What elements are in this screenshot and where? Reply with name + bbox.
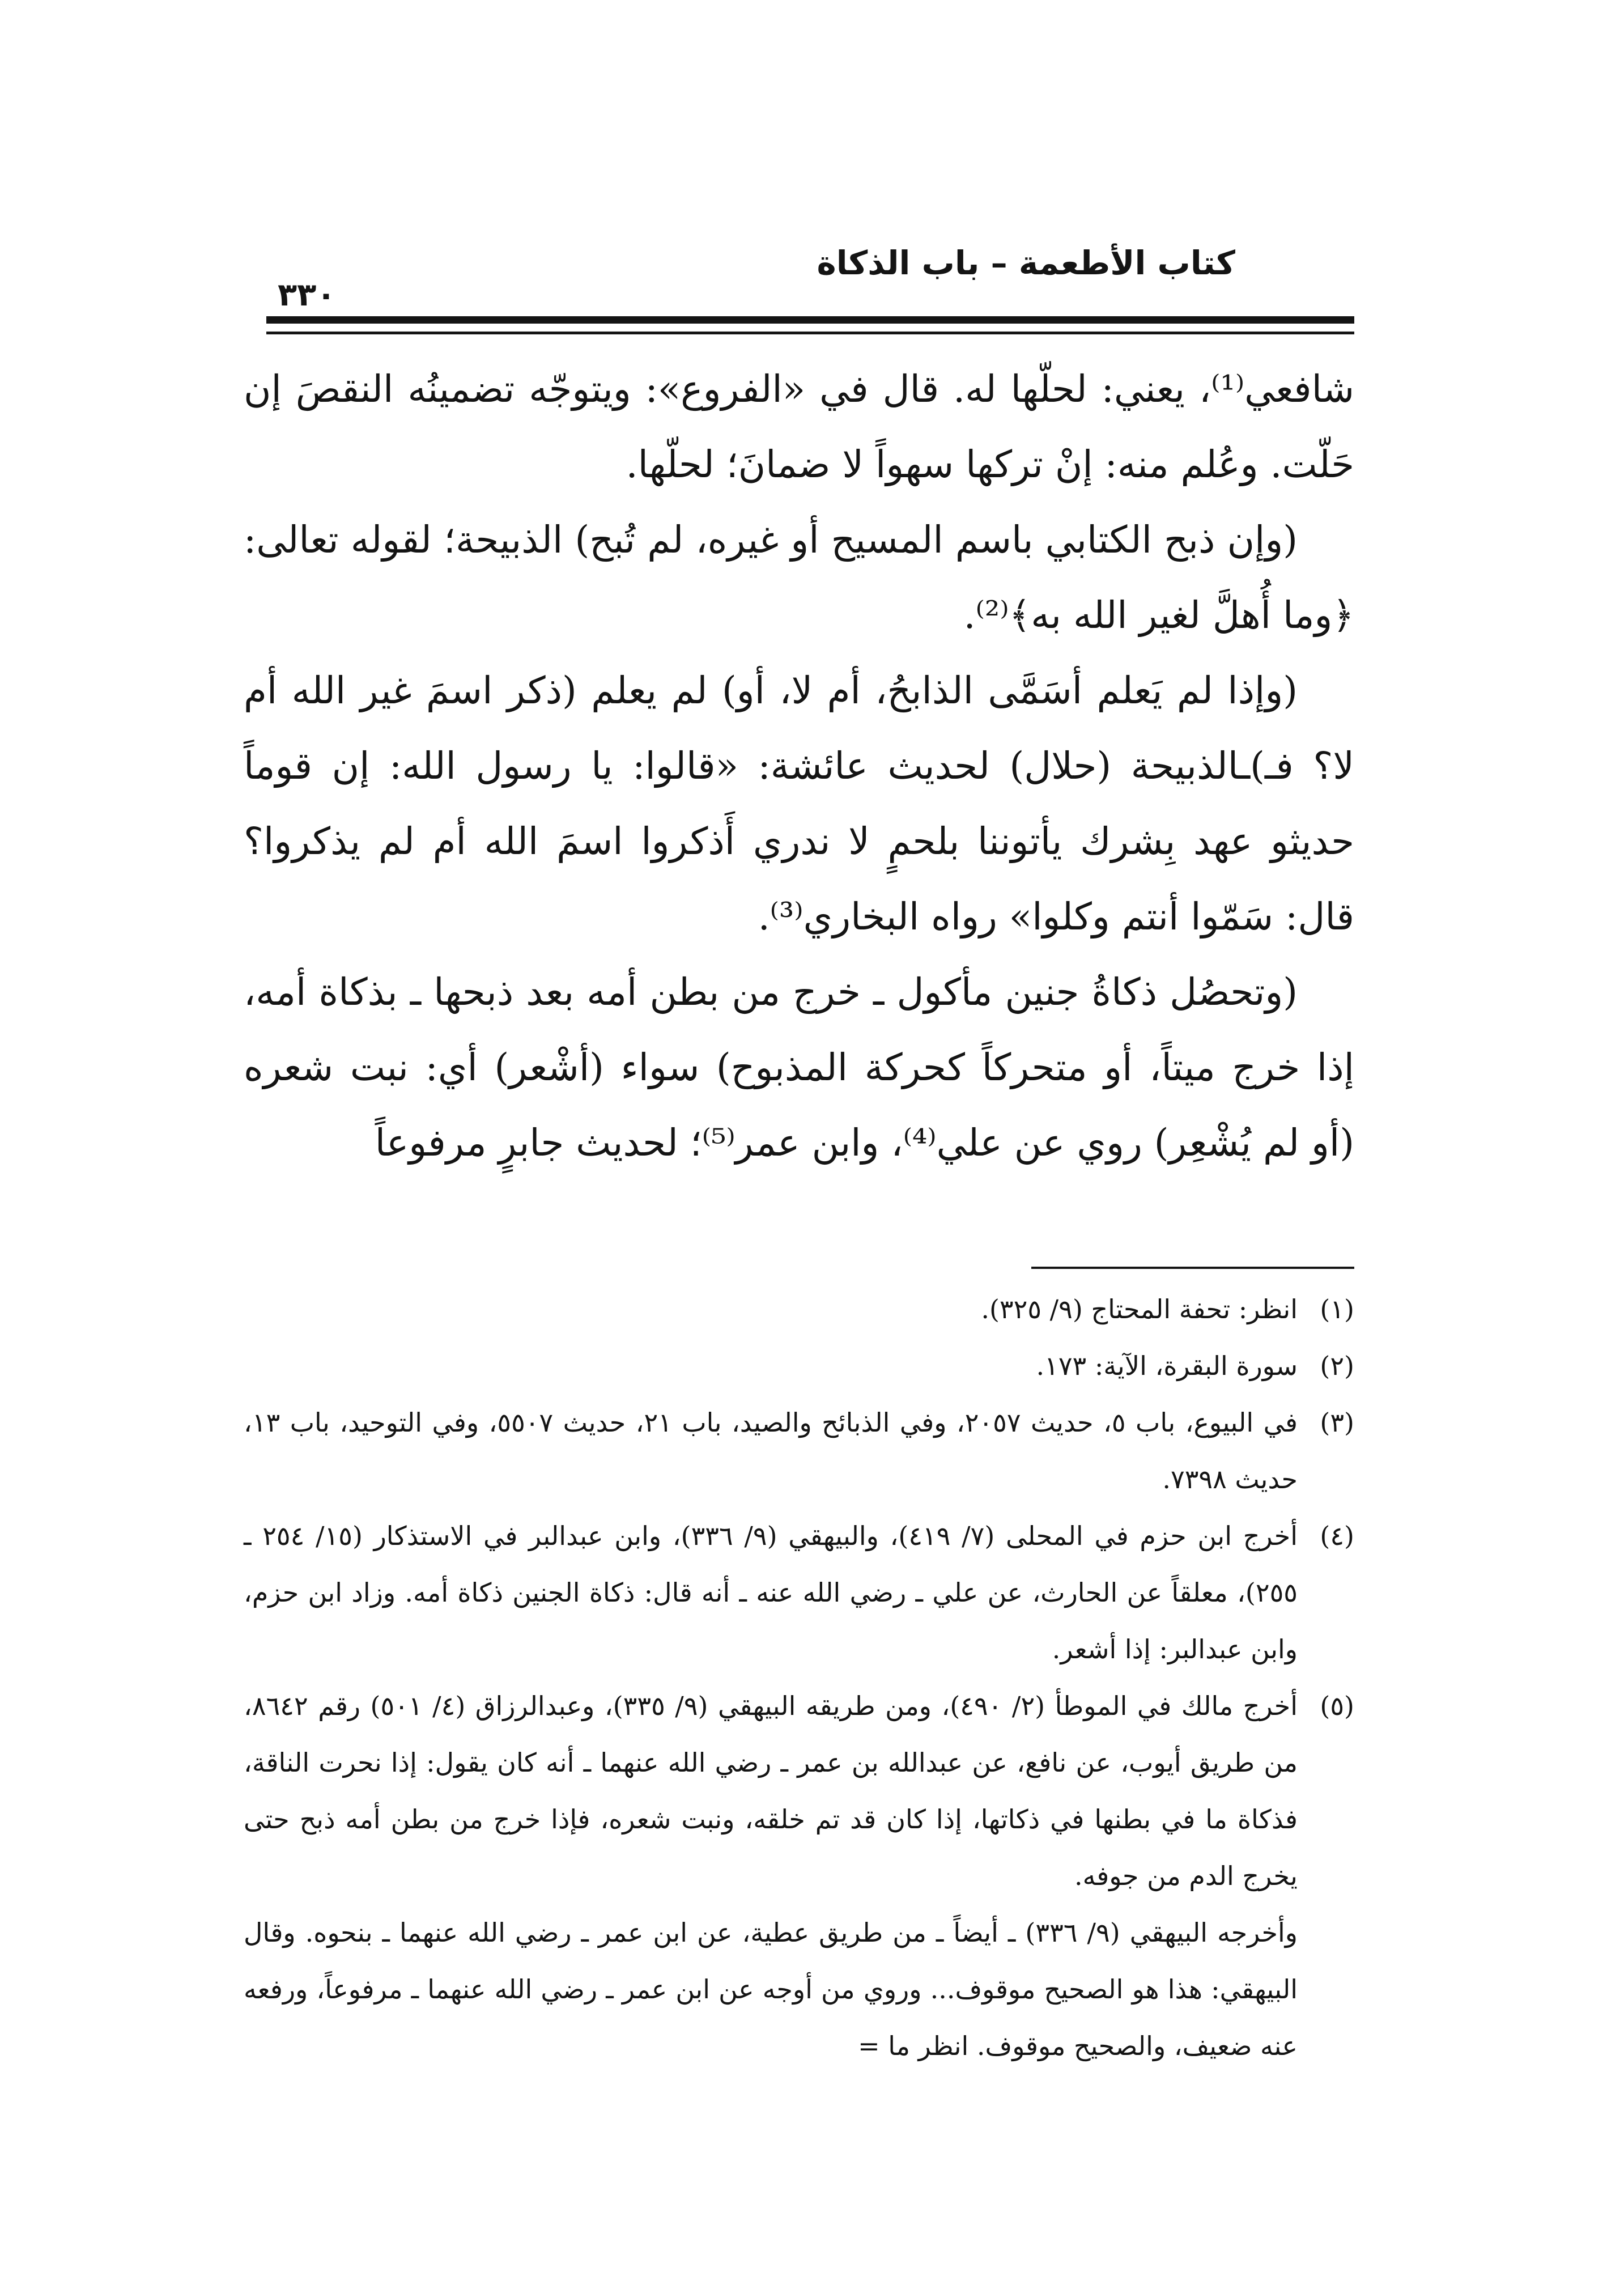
footnote-2 [244,1337,1354,1394]
footnote-text: سورة البقرة، الآية: ١٧٣. [1036,1351,1298,1381]
footnote-separator [1031,1267,1354,1269]
footnote-number: (٢) [1320,1351,1354,1381]
footnote-text: أخرج ابن حزم في المحلى (٧/ ٤١٩)، والبيهقي (٩/ ٣٣٦)، وابن عبدالبر في الاستذكار (١٥/ ٢٥٤ ـ ٢٥٥)، معلقاً عن الحارث، عن علي ـ رضي الله عنه ـ أنه قال: ذكاة الجنين ذكاة أمه. وزاد ابن حزم، وابن عبدالبر: إذا أشعر. [244,1521,1298,1664]
footnote-5 [244,1678,1354,2074]
footnote-text: في البيوع، باب ٥، حديث ٢٠٥٧، وفي الذبائح والصيد، باب ٢١، حديث ٥٥٠٧، وفي التوحيد، باب ١٣، حديث ٧٣٩٨. [244,1407,1298,1494]
paragraph-1: شافعي⁽¹⁾، يعني: لحلّها له. قال في «الفروع»: ويتوجّه تضمينُه النقصَ إن حَلّت. وعُلم منه: إنْ تركها سهواً لا ضمانَ؛ لحلّها. [244,367,1354,486]
header-rule-thick [266,316,1354,324]
footnote-3 [244,1394,1354,1508]
footnote-number: (٥) [1320,1691,1354,1721]
footnote-text: أخرج مالك في الموطأ (٢/ ٤٩٠)، ومن طريقه البيهقي (٩/ ٣٣٥)، وعبدالرزاق (٤/ ٥٠١) رقم ٨٦٤٢، من طريق أيوب، عن نافع، عن عبدالله بن عمر ـ رضي الله عنهما ـ أنه كان يقول: إذا نحرت الناقة، فذكاة ما في بطنها في ذكاتها، إذا كان قد تم خلقه، ونبت شعره، فإذا خرج من بطن أمه ذبح حتى يخرج الدم من جوفه. [244,1691,1298,1891]
paragraph-3: (وإذا لم يَعلم أسَمَّى الذابحُ، أم لا، أو) لم يعلم (ذكر اسمَ غير الله أم لا؟ فـ)ـالذبيحة (حلال) لحديث عائشة: «قالوا: يا رسول الله: إن قوماً حديثو عهد بِشرك يأتوننا بلحمٍ لا ندري أَذكروا اسمَ الله أم لم يذكروا؟ قال: سَمّوا أنتم وكلوا» رواه البخاري⁽³⁾. [244,669,1354,939]
footnotes [244,1281,1354,2074]
paragraph-4: (وتحصُل ذكاةُ جنين مأكول ـ خرج من بطن أمه بعد ذبحها ـ بذكاة أمه، إذا خرج ميتاً، أو متحركاً كحركة المذبوح) سواء (أشْعر) أي: نبت شعره (أو لم يُشْعِر) روي عن علي⁽⁴⁾، وابن عمر⁽⁵⁾؛ لحديث جابرٍ مرفوعاً [244,970,1354,1165]
footnote-text: انظر: تحفة المحتاج (٩/ ٣٢٥). [981,1294,1298,1324]
running-header-title: كتاب الأطعمة – باب الذكاة [817,244,1235,282]
footnote-4 [244,1508,1354,1678]
footnote-1 [244,1281,1354,1337]
footnote-number: (٤) [1320,1521,1354,1551]
footnote-number: (٣) [1320,1407,1354,1438]
main-text [244,351,1354,1181]
page-number: ٣٣٠ [278,277,336,313]
footnote-number: (١) [1320,1294,1354,1324]
header-rule-thin [266,332,1354,334]
footnote-continuation: وأخرجه البيهقي (٩/ ٣٣٦) ـ أيضاً ـ من طريق عطية، عن ابن عمر ـ رضي الله عنهما ـ بنحوه. وقال البيهقي: هذا هو الصحيح موقوف... وروي من أوجه عن ابن عمر ـ رضي الله عنهما ـ مرفوعاً، ورفعه عنه ضعيف، والصحيح موقوف. انظر ما = [244,1917,1298,2061]
paragraph-2: (وإن ذبح الكتابي باسم المسيح أو غيره، لم تُبح) الذبيحة؛ لقوله تعالى: ﴿وما أُهلَّ لغير الله به﴾⁽²⁾. [244,518,1354,637]
